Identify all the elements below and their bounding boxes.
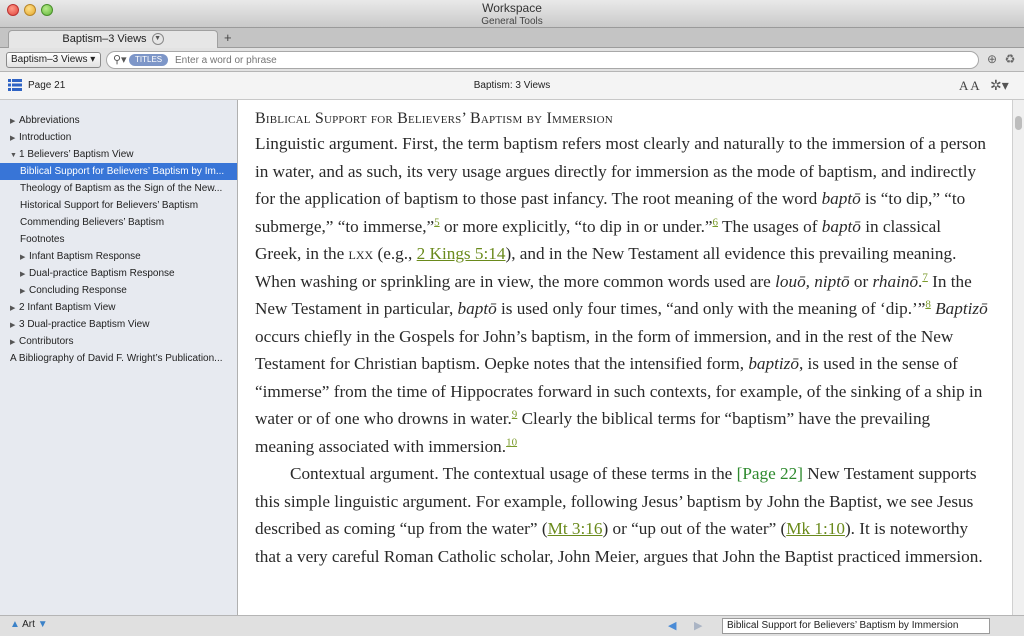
toc-item-infant-baptism-view[interactable]: ▶ 2 Infant Baptism View	[0, 299, 237, 316]
paragraph-linguistic-argument: Linguistic argument. First, the term baptism refers most clearly and naturally to the immersion of a person in water, and as such, its very usage argues directly for immersion as the mode of baptism, and indirectly for the application of baptism to those past infancy. The root meaning of the word baptō is “to dip,” “to submerge,” “to immerse,”$^5$ or more explicitly, “to dip in or under.”$^6$ The usages of baptō in classical Greek, in the lxx (e.g., 2 Kings 5:14), and in the New Testament all evidence this prevailing meaning. When washing or sprinkling are in view, the more common words used are louō, niptō or rhainō.$^7$ In the New Testament in particular, baptō is used only four times, “and only with the meaning of ‘dip.’”$^8$ Baptizō occurs chiefly in the Gospels for John’s baptism, in the form of immersion, and in the rest of the New Testament for Christian baptism. Oepke notes that the intensified form, baptizō, is used in the sense of “immerse” from the time of Hippocrates forward in such contexts, for example, of the sinking of a ship in water or of one who drowns in water.$^9$ Clearly the biblical terms for “baptism” have the prevailing meaning associated with immersion.$^{10}$	[255, 134, 988, 456]
disclosure-triangle-icon[interactable]: ▶	[10, 339, 16, 346]
table-of-contents-sidebar	[0, 100, 238, 615]
triangle-up-icon: ▲	[10, 619, 20, 630]
footnote-link[interactable]: 8	[925, 298, 931, 311]
resource-header	[0, 72, 1024, 100]
window-title: Workspace	[482, 1, 542, 15]
tab-menu-icon[interactable]: ▼	[152, 33, 164, 45]
footnote-link[interactable]: 7	[922, 270, 928, 283]
triangle-down-icon: ▼	[37, 619, 48, 630]
resource-title: Baptism: 3 Views	[473, 80, 551, 91]
status-bar	[0, 615, 1024, 636]
location-field[interactable]: Biblical Support for Believers’ Baptism by Immersion	[722, 618, 990, 634]
section-heading: Biblical Support for Believers’ Baptism by Immersion	[255, 110, 613, 127]
art-toggle[interactable]: ▲ Art ▼	[10, 619, 48, 630]
toc-item-historical-support[interactable]: Historical Support for Believers’ Baptism	[20, 200, 199, 211]
tab-baptism-3-views[interactable]	[8, 30, 218, 48]
window-subtitle: General Tools	[481, 16, 543, 27]
page-indicator: Page 21	[28, 80, 66, 91]
scripture-reference-link[interactable]: Mt 3:16	[547, 519, 603, 538]
add-tab-button[interactable]: +	[224, 30, 232, 45]
toc-item-footnotes[interactable]: Footnotes	[20, 234, 65, 245]
scrollbar-thumb[interactable]	[1015, 116, 1022, 130]
tab-label: Baptism–3 Views	[62, 33, 147, 45]
resource-select[interactable]: Baptism–3 Views ▾	[6, 52, 101, 68]
font-size-icon[interactable]: A A	[959, 78, 980, 93]
disclosure-triangle-icon[interactable]: ▶	[10, 135, 16, 142]
back-arrow-icon[interactable]: ◀	[668, 620, 677, 632]
toc-item-concluding-response[interactable]: ▶ Concluding Response	[0, 282, 237, 299]
footnote-link[interactable]: 9	[511, 408, 518, 421]
disclosure-triangle-icon[interactable]: ▶	[20, 288, 26, 295]
footnote-link[interactable]: 10	[506, 435, 518, 448]
reading-pane[interactable]	[238, 100, 1012, 615]
disclosure-triangle-icon[interactable]: ▶	[10, 305, 16, 312]
toc-item-commending[interactable]: Commending Believers’ Baptism	[20, 217, 165, 228]
tab-bar	[0, 28, 1024, 48]
footnote-link[interactable]: 6	[712, 215, 718, 228]
paragraph-contextual-argument: Contextual argument. The contextual usage of these terms in the [Page 22] New Testament supports this simple linguistic argument. For example, following Jesus’ baptism by John the Baptist, we see Jesus described as coming “up from the water” (Mt 3:16) or “up out of the water” (Mk 1:10). It is noteworthy that a very careful Roman Catholic scholar, John Meier, argues that John the Baptist practiced immersion.	[255, 464, 983, 566]
search-mode-pill[interactable]: TITLES	[129, 54, 168, 66]
toc-item-infant-baptism-response[interactable]: ▶ Infant Baptism Response	[0, 248, 237, 265]
disclosure-triangle-icon[interactable]: ▼	[10, 152, 17, 159]
toc-item-introduction[interactable]: ▶ Introduction	[0, 129, 237, 146]
vertical-scrollbar[interactable]	[1012, 100, 1024, 615]
toc-item-theology-of-baptism[interactable]: Theology of Baptism as the Sign of the New...	[20, 183, 223, 194]
search-input[interactable]	[175, 53, 965, 67]
toc-item-abbreviations[interactable]: ▶ Abbreviations	[0, 112, 237, 129]
toc-item-dual-practice-view[interactable]: ▶ 3 Dual-practice Baptism View	[0, 316, 237, 333]
toolbar	[0, 48, 1024, 72]
page-marker: [Page 22]	[736, 464, 803, 483]
gear-icon[interactable]: ✲▾	[990, 77, 1009, 93]
disclosure-triangle-icon[interactable]: ▶	[20, 271, 26, 278]
toc-item-biblical-support[interactable]: Biblical Support for Believers’ Baptism by Im...	[0, 163, 237, 180]
add-circle-icon[interactable]: ⊕	[986, 52, 998, 66]
forward-arrow-icon[interactable]: ▶	[694, 620, 703, 632]
toc-item-bibliography[interactable]: A Bibliography of David F. Wright’s Publication...	[10, 353, 223, 364]
disclosure-triangle-icon[interactable]: ▶	[20, 254, 26, 261]
recycle-icon[interactable]: ♻	[1004, 52, 1016, 66]
document-text	[255, 108, 990, 570]
scripture-reference-link[interactable]: 2 Kings 5:14	[416, 244, 506, 263]
footnote-link[interactable]: 5	[434, 215, 440, 228]
scripture-reference-link[interactable]: Mk 1:10	[786, 519, 845, 538]
title-bar	[0, 0, 1024, 28]
search-bar[interactable]	[106, 51, 979, 69]
disclosure-triangle-icon[interactable]: ▶	[10, 118, 16, 125]
toc-item-contributors[interactable]: ▶ Contributors	[0, 333, 237, 350]
toc-item-dual-practice-response[interactable]: ▶ Dual-practice Baptism Response	[0, 265, 237, 282]
search-icon[interactable]: ⚲▾	[113, 54, 127, 66]
toc-item-believers-baptism-view[interactable]: ▼ 1 Believers’ Baptism View	[0, 146, 237, 163]
disclosure-triangle-icon[interactable]: ▶	[10, 322, 16, 329]
